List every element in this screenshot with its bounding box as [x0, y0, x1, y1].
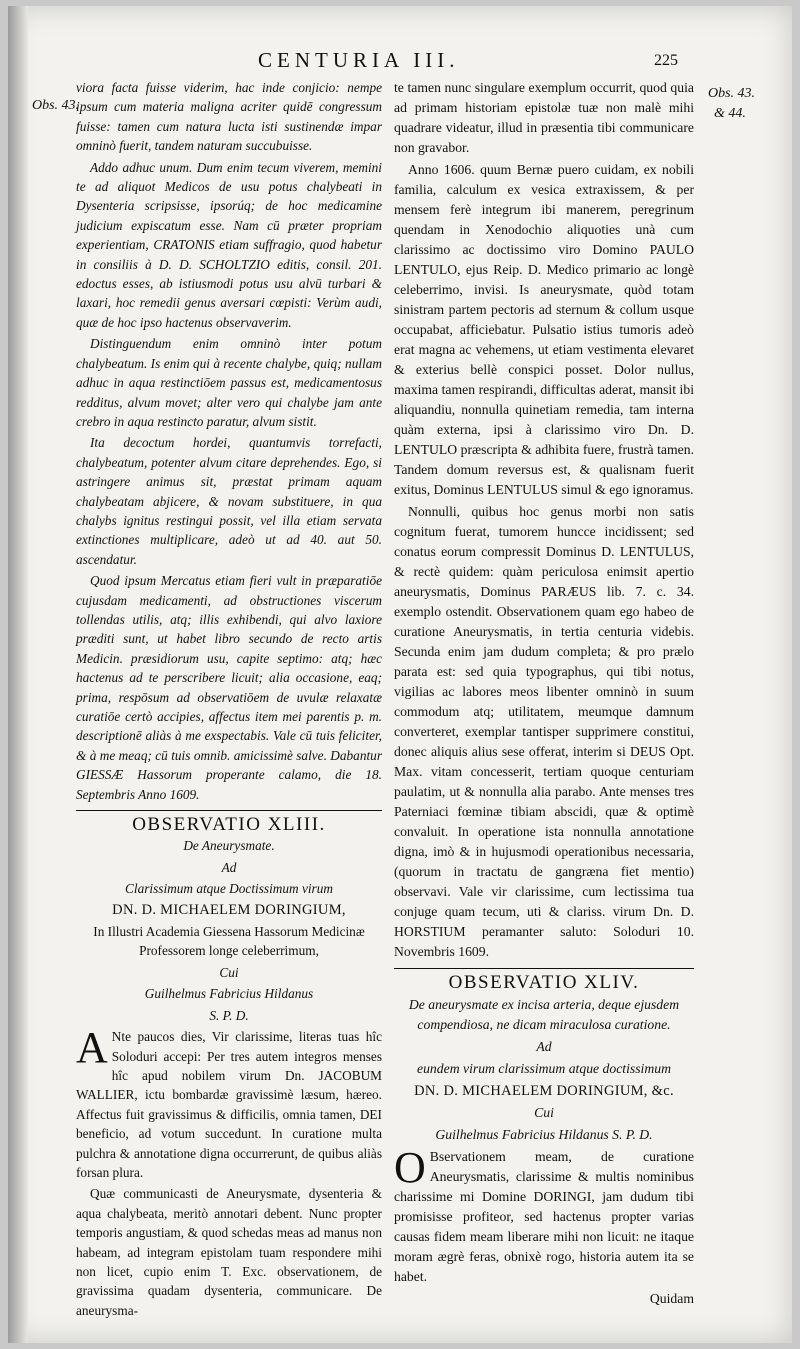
- observation-44-title: OBSERVATIO XLIV.: [394, 968, 694, 993]
- right-paragraph-1: te tamen nunc singulare exemplum occurrit, quod quia ad primam historiam epistolæ tuæ non malè mihi quadrare videatur, illud in præsentia tibi communicare non gravabor.: [394, 80, 694, 155]
- margin-note-left: Obs. 43.: [32, 98, 80, 113]
- margin-note-right-1: Obs. 43.: [708, 86, 756, 101]
- left-paragraph-7: Quæ communicasti de Aneurysmate, dysenteria & aqua chalybeata, meritò annotari debent. Nunc propter temporis angustiam, & quod schedas meas ad manus non habeam, ad integram epistolam tuam respondere mihi non licet, cupio enim T. Exc. observationem, de gravissima quadam dysenteria, communicare. De aneurysma-: [76, 1186, 382, 1318]
- observation-43-cui: Cui: [219, 964, 239, 980]
- left-paragraph-4: Ita decoctum hordei, quantumvis torrefacti, chalybeatum, potenter alvum citare deprehendes. Ego, si astringere animus sit, præstat primam aquam chalybeatam abjicere, & novam substituere, in qua chalybs ignitus restingui possit, vel illa etiam servata extinctiones multiplicare, adeò ut ad 40. aut 50. ascendatur.: [76, 435, 382, 567]
- observation-44-ad: Ad: [536, 1039, 552, 1054]
- left-column: [76, 78, 382, 1322]
- right-paragraph-2: Anno 1606. quum Bernæ puero cuidam, ex nobili familia, calculum ex vesica extraxissem, & per mensem ferè integrum ibi manerem, peregrinum quendam in Xenodochio aliquoties unà cum clarissimo ac doctissimo viro Domino PAULO LENTULO, ejus Reip. D. Medico primario ac longè celeberrimo, invisi. Is aneurysmate, quòd totam sinistram partem pectoris ad sternum & collum usque occupabat, afficiebatur. Pulsatio istius tumoris adeò erat magna ac vehemens, ut etiam vestimenta elevaret & exterius bellè conspici posset. Dolor nullus, maxima tamen respirandi, difficultas aderat, mansit ibi aliquandiu, nonnulla quinetiam remedia, tam interna quàm externa, ipsi à clarissimo viro Dn. D. LENTULO præscripta & adhibita fuere, frustrà tamen. Tandem domum reversus est, & qualisnam fuerit exitus, Dominus LENTULUS simul & ego ignoramus.: [394, 162, 694, 497]
- page-gutter-shadow: [8, 6, 28, 1343]
- drop-cap-o: O: [394, 1143, 426, 1192]
- observation-44-dedication-1: eundem virum clarissimum atque doctissimum: [417, 1061, 671, 1076]
- page-number: 225: [654, 52, 678, 69]
- observation-43-ad: Ad: [221, 859, 237, 875]
- left-paragraph-2: Addo adhuc unum. Dum enim tecum viverem, memini te ad aliquot Medicos de usu potus chalybeati in Dysenteria scripsisse, ipsorúq; de hoc medicamine judicium expiscatum esse. Nam cū præter propriam experientiam, CRATONIS etiam suffragio, quod habetur in consiliis à D. D. SCHOLTZIO editis, consil. 201. edoctus esses, ab istiusmodi potus usu alvū turbari & laxari, hoc remedii genus aversari cœpisti: Verùm audi, quæ de hoc ipso hactenus observaverim.: [76, 159, 382, 330]
- observation-43-subtitle: De Aneurysmate.: [183, 838, 275, 854]
- running-title: CENTURIA III.: [258, 48, 460, 72]
- observation-43-spd: S. P. D.: [209, 1007, 249, 1023]
- observation-44-subtitle: De aneurysmate ex incisa arteria, deque ejusdem compendiosa, ne dicam miraculosa curatione.: [408, 997, 680, 1032]
- observation-44-opening: [394, 1143, 694, 1287]
- left-paragraph-5: Quod ipsum Mercatus etiam fieri vult in præparatiōe cujusdam medicamenti, ad obstructiones viscerum tollendas utilis, atq; illis exhibendi, qui alvo laxiore præditi sunt, ut habet libro secundo de recto artis Medicin. præsidiorum usu, capite septimo: atq; hæc hactenus ad te perscribere licuit; alia occasione, eaq; prima, respōsum ad observatiōem de uvulæ relaxatæ curatiōe certò accipies, affectus item mei parentis p. m. descriptionē aliàs à me exspectabis. Vale cū tuis feliciter, & à me meaq; cū tuis omnib. amicissimè salve. Dabantur GIESSÆ Hassorum properante calamo, die 18. Septembris Anno 1609.: [76, 573, 382, 802]
- catchword: Quidam: [649, 1291, 694, 1306]
- drop-cap-a: A: [76, 1023, 108, 1073]
- observation-43-dedication-2: DN. D. MICHAELEM DORINGIUM,: [112, 901, 346, 918]
- observation-44-dedication-2: DN. D. MICHAELEM DORINGIUM, &c.: [414, 1083, 674, 1099]
- right-paragraph-3: Nonnulli, quibus hoc genus morbi non satis cognitum fuerat, tumorem huncce incidissent; sed conatus eorum compressit Dominus D. LENTULUS, & rectè quidem: quàm periculosa enimsit apertio aneurysmatis, Dominus PARÆUS lib. 7. c. 34. exemplo ostendit. Observationem quam ego habeo de curatione Aneurysmatis, in tertia centuria videbis. Secunda enim jam dudum completa; & pro prælo parata est: sed quia typographus, qui tibi notus, vigilias ac labores meos libenter omninò in suum commodum atq; utilitatem, meumque damnum converteret, exemplar tantisper supprimere constitui, donec aliquis alius sese offerat, interim si DEUS Opt. Max. vitam concesserit, tertiam quoque centuriam paulatim, ut & nonnulla alia parabo. Ante menses tres Paterniaci fœminæ tibiam abscidi, quæ & optimè convaluit. In operatione ista nonnulla annotatione digna, imò & in hujusmodi operationibus necessaria, (quorum in tractatu de gangræna fiet mentio) observavi. Vale vir clarissime, cum lectissima tua conjuge quam tecum, uti & clariss. virum Dn. D. HORSTIUM peramanter saluto: Soloduri 10. Novembris 1609.: [394, 504, 694, 959]
- observation-43-title: OBSERVATIO XLIII.: [76, 810, 382, 834]
- observation-43-author: Guilhelmus Fabricius Hildanus: [144, 986, 314, 1002]
- observation-43-dedication-1: Clarissimum atque Doctissimum virum: [125, 881, 333, 897]
- left-paragraph-3: Distinguendum enim omninò inter potum chalybeatum. Is enim qui à recente chalybe, quiq; nullam adhuc in aqua restinctiōem passus est, medicamentosus redditus, alvum movet; alter vero qui chalybe jam ante crebro in aqua restincto paratur, alvum sistit.: [76, 336, 382, 429]
- book-page: [8, 6, 792, 1343]
- left-paragraph-6: Nte paucos dies, Vir clarissime, literas tuas hîc Soloduri accepi: Per tres autem integros menses hîc apud nobilem virum Dn. JACOBUM WALLIER, ictu bombardæ gravissimè læsum, hæreo. Affectus fuit gravissimus & difficilis, omnia tamen, DEI beneficio, ad votum succedunt. In curatione multa pulchra & annotatione digna occurrerunt, de quibus aliàs forsan plura.: [76, 1029, 382, 1180]
- observation-44-author: Guilhelmus Fabricius Hildanus S. P. D.: [435, 1127, 653, 1142]
- observation-44-cui: Cui: [534, 1105, 554, 1120]
- right-column: [394, 78, 694, 1311]
- observation-43-opening: [76, 1023, 382, 1182]
- margin-note-right-2: & 44.: [714, 106, 746, 121]
- observation-43-dedication-3: In Illustri Academia Giessena Hassorum Medicinæ Professorem longe celeberrimum,: [93, 924, 365, 959]
- right-paragraph-4: Bservationem meam, de curatione Aneurysmatis, clarissime & multis nominibus charissime mi Domine DORINGI, jam dudum tibi promisisse profiteor, sed hactenus propter varias causas fidem meam liberare mihi non licuit: ne itaque moram ægrè feras, obnixè rogo, historia autem ita se habet.: [394, 1149, 694, 1284]
- left-paragraph-1: viora facta fuisse viderim, hac inde conjicio: nempe ipsum cum materia maligna acriter quidē congressum fuisse: tamen cum natura lucta isti sustinendæ impar omninò fuerit, tandem naturam succubuisse.: [76, 80, 382, 154]
